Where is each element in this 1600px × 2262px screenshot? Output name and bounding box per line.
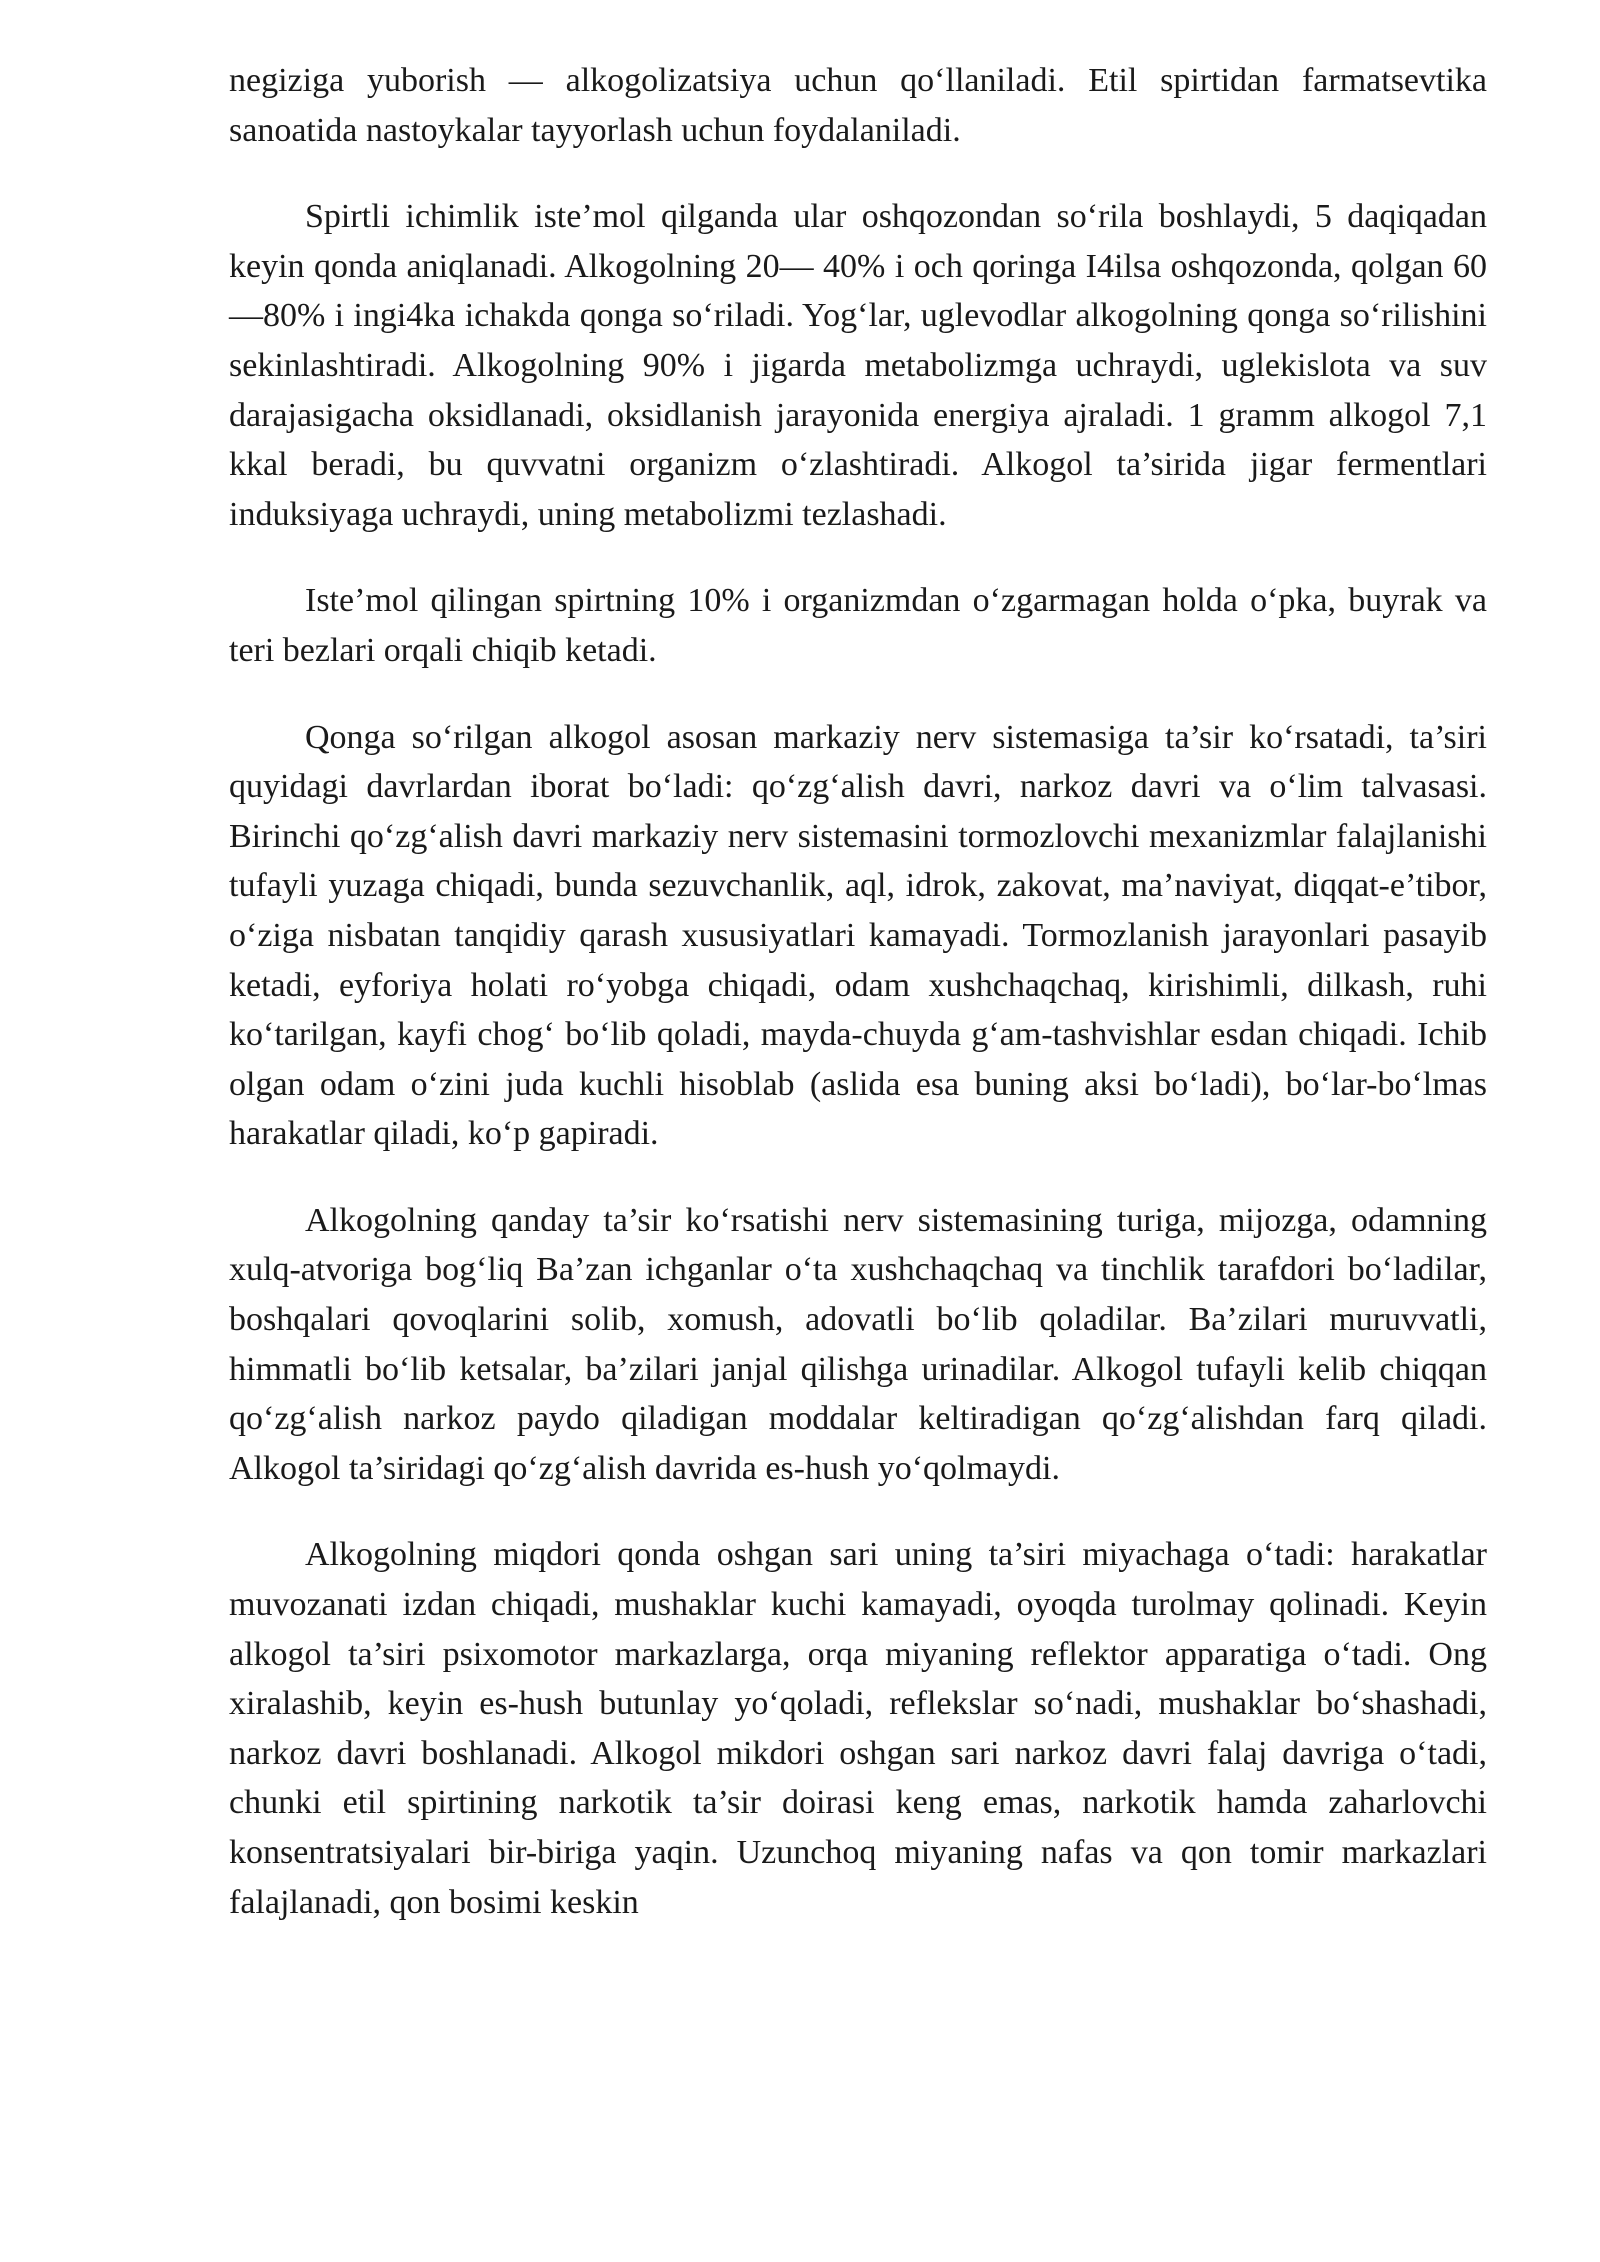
paragraph-dose-effects: Alkogolning miqdori qonda oshgan sari uning ta’siri miyachaga o‘tadi: harakatlar muvozanati izdan chiqadi, mushaklar kuchi kamayadi, oyoqda turolmay qolinadi. Keyin alkogol ta’siri psixomotor markazlarga, orqa miyaning reflektor apparatiga o‘tadi. Ong xiralashib, keyin es-hush butunlay yo‘qoladi, reflekslar so‘nadi, mushaklar bo‘shashadi, narkoz davri boshlanadi. Alkogol mikdori oshgan sari narkoz davri falaj davriga o‘tadi, chunki etil spirtining narkotik ta’sir doirasi keng emas, narkotik hamda zaharlovchi konsentratsiyalari bir-biriga yaqin. Uzunchoq miyaning nafas va qon tomir markazlari falajlanadi, qon bosimi keskin bbox=[229, 1536, 1487, 1921]
paragraph-excretion: Iste’mol qilingan spirtning 10% i organizmdan o‘zgarmagan holda o‘pka, buyrak va teri bezlari orqali chiqib ketadi. bbox=[229, 582, 1487, 669]
paragraph-temperament: Alkogolning qanday ta’sir ko‘rsatishi nerv sistemasining turiga, mijozga, odamning xulq-atvoriga bog‘liq Ba’zan ichganlar o‘ta xushchaqchaq va tinchlik tarafdori bo‘ladilar, boshqalari qovoqlarini solib, xomush, adovatli bo‘lib qoladilar. Ba’zilari muruvvatli, himmatli bo‘lib ketsalar, ba’zilari janjal qilishga urinadilar. Alkogol tufayli kelib chiqqan qo‘zg‘alish narkoz paydo qiladigan moddalar keltiradigan qo‘zg‘alishdan farq qiladi. Alkogol ta’siridagi qo‘zg‘alish davrida es-hush yo‘qolmaydi. bbox=[229, 1201, 1487, 1487]
paragraph-continuation: negiziga yuborish — alkogolizatsiya uchun qo‘llaniladi. Etil spirtidan farmatsevtika sanoatida nastoykalar tayyorlash uchun foydalaniladi. bbox=[229, 62, 1487, 149]
paragraph-absorption: Spirtli ichimlik iste’mol qilganda ular oshqozondan so‘rila boshlaydi, 5 daqiqadan keyin qonda aniqlanadi. Alkogolning 20— 40% i och qoringa I4ilsa oshqozonda, qolgan 60—80% i ingi4ka ichakda qonga so‘riladi. Yog‘lar, uglevodlar alkogolning qonga so‘rilishini sekinlashtiradi. Alkogolning 90% i jigarda metabolizmga uchraydi, uglekislota va suv darajasigacha oksidlanadi, oksidlanish jarayonida energiya ajraladi. 1 gramm alkogol 7,1 kkal beradi, bu quvvatni organizm o‘zlashtiradi. Alkogol ta’sirida jigar fermentlari induksiyaga uchraydi, uning metabolizmi tezlashadi. bbox=[229, 198, 1487, 533]
paragraph-nervous-system: Qonga so‘rilgan alkogol asosan markaziy nerv sistemasiga ta’sir ko‘rsatadi, ta’siri quyidagi davrlardan iborat bo‘ladi: qo‘zg‘alish davri, narkoz davri va o‘lim talvasasi. Birinchi qo‘zg‘alish davri markaziy nerv sistemasini tormozlovchi mexanizmlar falajlanishi tufayli yuzaga chiqadi, bunda sezuvchanlik, aql, idrok, zakovat, ma’naviyat, diqqat-e’tibor, o‘ziga nisbatan tanqidiy qarash xususiyatlari kamayadi. Tormozlanish jarayonlari pasayib ketadi, eyforiya holati ro‘yobga chiqadi, odam xushchaqchaq, kirishimli, dilkash, ruhi ko‘tarilgan, kayfi chog‘ bo‘lib qoladi, mayda-chuyda g‘am-tashvishlar esdan chiqadi. Ichib olgan odam o‘zini juda kuchli hisoblab (aslida esa buning aksi bo‘ladi), bo‘lar-bo‘lmas harakatlar qiladi, ko‘p gapiradi. bbox=[229, 718, 1487, 1153]
document-page bbox=[229, 56, 1487, 1964]
